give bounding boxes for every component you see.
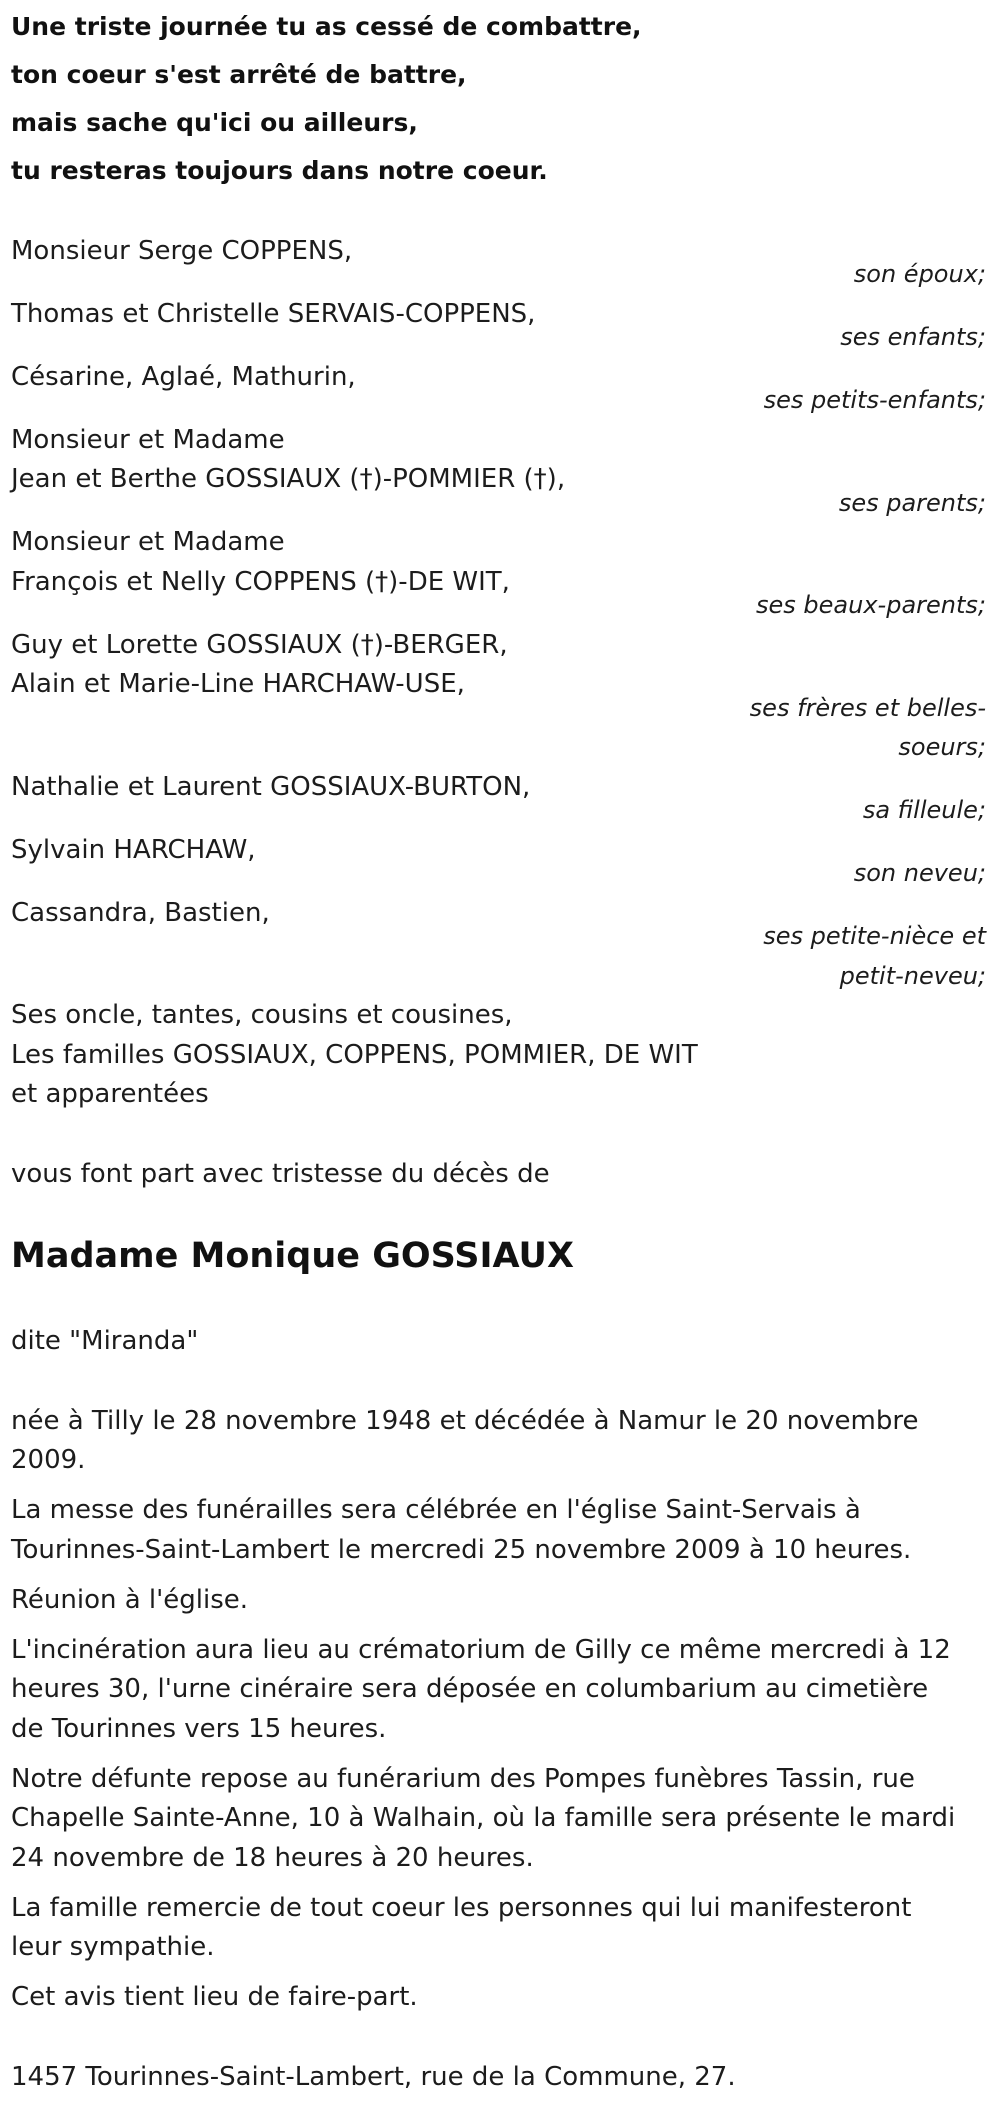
details-line: 2009. [11, 1445, 86, 1476]
family-member-name: Monsieur Serge COPPENS, [11, 235, 353, 266]
funeral-details [11, 1402, 986, 2018]
extended-family-line: et apparentées [11, 1079, 209, 1109]
announcement-text: vous font part avec tristesse du décès de [11, 1158, 550, 1189]
details-line: Cet avis tient lieu de faire-part. [11, 1982, 418, 2013]
address: 1457 Tourinnes-Saint-Lambert, rue de la Commune, 27. [11, 2061, 736, 2092]
family-member-name: Sylvain HARCHAW, [11, 834, 256, 865]
family-member-name: Nathalie et Laurent GOSSIAUX-BURTON, [11, 771, 531, 802]
family-relation-line: soeurs; [898, 733, 986, 761]
family-member-name: Thomas et Christelle SERVAIS-COPPENS, [11, 298, 536, 329]
details-line: leur sympathie. [11, 1932, 215, 1963]
family-relation-line: ses petite-nièce et [763, 922, 986, 950]
extended-family-line: Ses oncle, tantes, cousins et cousines, [11, 1000, 513, 1030]
details-line: Notre défunte repose au funérarium des Pompes funèbres Tassin, rue [11, 1763, 915, 1794]
poem [11, 3, 986, 195]
family-relation-line: son époux; [853, 260, 986, 288]
details-line: La famille remercie de tout coeur les personnes qui lui manifesteront [11, 1892, 912, 1923]
family-relation-line: ses beaux-parents; [756, 591, 986, 619]
family-relation-line: ses enfants; [840, 323, 986, 351]
details-line: de Tourinnes vers 15 heures. [11, 1713, 387, 1744]
family-relation-line: ses frères et belles- [749, 693, 986, 722]
family-relation-line: son neveu; [853, 859, 986, 887]
family-entry [11, 768, 986, 831]
family-entry [11, 523, 986, 626]
details-paragraph [11, 1978, 986, 2018]
details-line: Chapelle Sainte-Anne, 10 à Walhain, où la famille sera présente le mardi [11, 1803, 956, 1834]
details-line: Réunion à l'église. [11, 1584, 249, 1615]
family-member-name: Guy et Lorette GOSSIAUX (†)-BERGER, [11, 629, 508, 660]
details-paragraph [11, 1402, 986, 1481]
poem-line: Une triste journée tu as cessé de combattre, [11, 12, 642, 41]
poem-line: ton coeur s'est arrêté de battre, [11, 60, 467, 89]
family-entry [11, 232, 986, 295]
family-member-name: Césarine, Aglaé, Mathurin, [11, 361, 356, 392]
details-line: 24 novembre de 18 heures à 20 heures. [11, 1842, 534, 1873]
family-member-name: Monsieur et Madame [11, 527, 285, 557]
poem-line: tu resteras toujours dans notre coeur. [11, 156, 548, 185]
family-entry [11, 421, 986, 524]
family-entry [11, 894, 986, 997]
extended-family [11, 996, 986, 1115]
family-member-name: Cassandra, Bastien, [11, 897, 270, 928]
family-member-name: Alain et Marie-Line HARCHAW-USE, [11, 669, 465, 699]
details-paragraph [11, 1760, 986, 1879]
family-relation-line: ses parents; [838, 488, 986, 517]
family-relation-line: sa filleule; [862, 796, 986, 824]
details-paragraph [11, 1889, 986, 1968]
details-line: La messe des funérailles sera célébrée en l'église Saint-Servais à [11, 1495, 861, 1526]
details-line: née à Tilly le 28 novembre 1948 et décédée à Namur le 20 novembre [11, 1405, 919, 1436]
family-entry [11, 626, 986, 768]
poem-line: mais sache qu'ici ou ailleurs, [11, 108, 418, 137]
deceased-nickname: dite "Miranda" [11, 1326, 199, 1357]
family-member-name: François et Nelly COPPENS (†)-DE WIT, [11, 566, 510, 597]
details-line: heures 30, l'urne cinéraire sera déposée en columbarium au cimetière [11, 1674, 929, 1705]
details-line: L'incinération aura lieu au crématorium de Gilly ce même mercredi à 12 [11, 1634, 951, 1665]
deceased-name: Madame Monique GOSSIAUX [11, 1236, 574, 1277]
family-relation-line: ses petits-enfants; [763, 386, 986, 414]
family-list [11, 232, 986, 997]
family-entry [11, 831, 986, 894]
details-paragraph [11, 1491, 986, 1570]
family-entry [11, 358, 986, 421]
extended-family-line: Les familles GOSSIAUX, COPPENS, POMMIER, DE WIT [11, 1039, 698, 1070]
details-line: Tourinnes-Saint-Lambert le mercredi 25 novembre 2009 à 10 heures. [11, 1534, 912, 1565]
details-paragraph [11, 1581, 986, 1621]
family-member-name: Jean et Berthe GOSSIAUX (†)-POMMIER (†), [11, 464, 566, 494]
family-relation-line: petit-neveu; [839, 961, 986, 990]
details-paragraph [11, 1631, 986, 1750]
family-entry [11, 295, 986, 358]
family-member-name: Monsieur et Madame [11, 424, 285, 455]
